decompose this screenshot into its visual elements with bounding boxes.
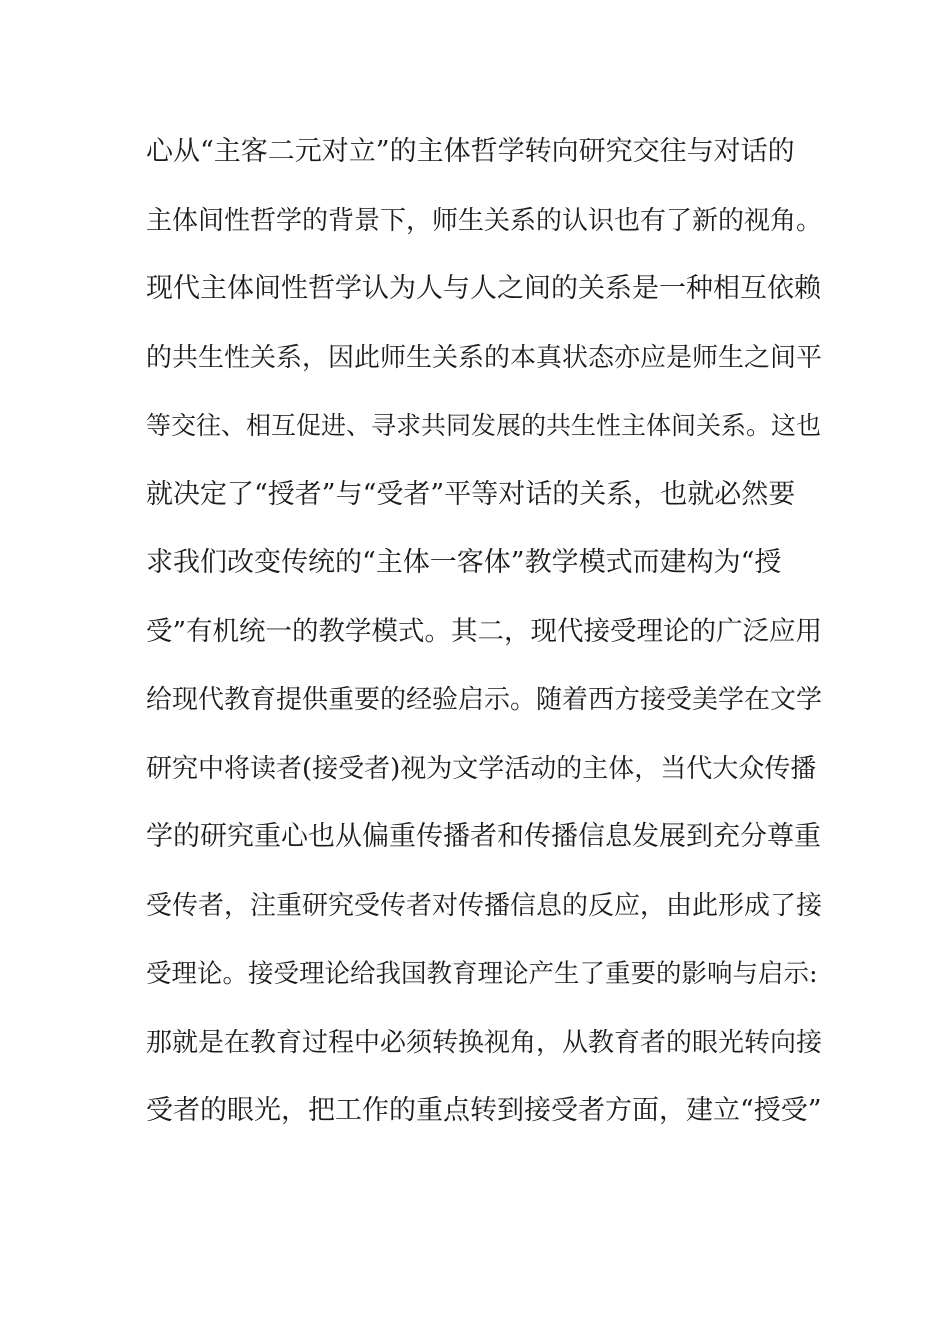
text-line: 研究中将读者(接受者)视为文学活动的主体，当代大众传播 bbox=[146, 753, 817, 784]
text-line: 学的研究重心也从偏重传播者和传播信息发展到充分尊重 bbox=[146, 821, 821, 852]
text-line: 受”有机统一的教学模式。其二，现代接受理论的广泛应用 bbox=[146, 615, 823, 647]
text-line: 求我们改变传统的“主体一客体”教学模式而建构为“授 bbox=[146, 547, 782, 578]
text-line: 心从“主客二元对立”的主体哲学转向研究交往与对话的 bbox=[146, 136, 795, 167]
text-line: 主体间性哲学的背景下，师生关系的认识也有了新的视角。 bbox=[146, 205, 823, 236]
text-line: 受理论。接受理论给我国教育理论产生了重要的影响与启示: bbox=[146, 959, 818, 989]
text-line: 现代主体间性哲学认为人与人之间的关系是一种相互依赖 bbox=[146, 273, 821, 304]
text-line: 等交往、相互促进、寻求共同发展的共生性主体间关系。这也 bbox=[146, 411, 822, 440]
text-line: 那就是在教育过程中必须转换视角，从教育者的眼光转向接 bbox=[146, 1027, 823, 1058]
text-line: 给现代教育提供重要的经验启示。随着西方接受美学在文学 bbox=[146, 685, 823, 715]
text-line: 受传者，注重研究受传者对传播信息的反应，由此形成了接 bbox=[146, 890, 823, 921]
text-line: 的共生性关系，因此师生关系的本真状态亦应是师生之间平 bbox=[146, 342, 823, 373]
body-text bbox=[146, 126, 826, 1154]
text-line: 就决定了“授者”与“受者”平等对话的关系，也就必然要 bbox=[146, 478, 796, 510]
text-line: 受者的眼光，把工作的重点转到接受者方面，建立“授受” bbox=[146, 1095, 822, 1126]
